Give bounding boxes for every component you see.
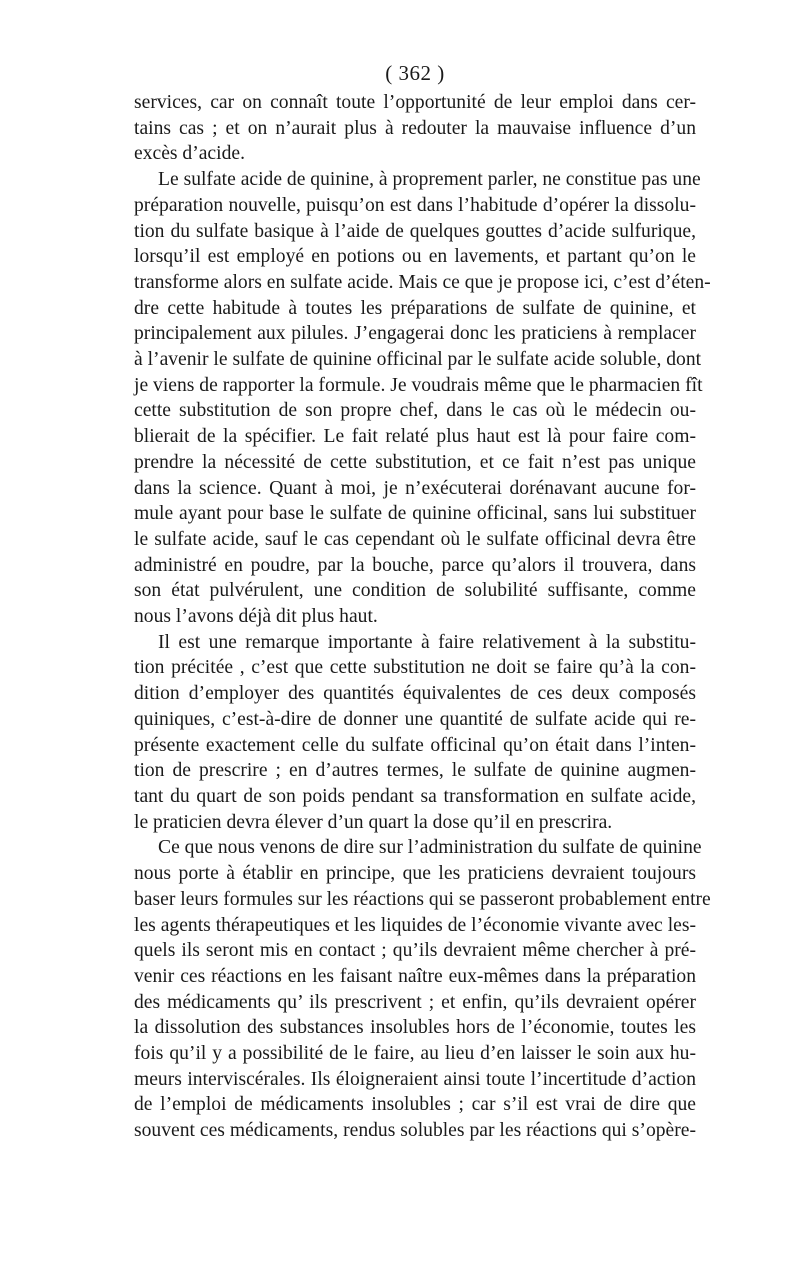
text-line: je viens de rapporter la formule. Je voudrais même que le pharmacien fît [134,374,703,396]
text-line: le sulfate acide, sauf le cas cependant où le sulfate officinal devra être [134,528,696,550]
text-line: la dissolution des substances insolubles hors de l’économie, toutes les [134,1017,696,1039]
text-line: excès d’acide. [134,143,245,165]
text-line: Il est une remarque importante à faire relativement à la substitu- [158,631,696,653]
text-line: souvent ces médicaments, rendus solubles par les réactions qui s’opère- [134,1120,696,1142]
text-line: tion du sulfate basique à l’aide de quelques gouttes d’acide sulfurique, [134,220,696,242]
text-line: dre cette habitude à toutes les préparations de sulfate de quinine, et [134,297,696,319]
text-line: tains cas ; et on n’aurait plus à redouter la mauvaise influence d’un [134,117,696,139]
text-line: transforme alors en sulfate acide. Mais ce que je propose ici, c’est d’éten- [134,271,711,293]
text-line: fois qu’il y a possibilité de le faire, au lieu d’en laisser le soin aux hu- [134,1043,696,1065]
text-line: nous porte à établir en principe, que les praticiens devraient toujours [134,863,696,885]
text-line: administré en poudre, par la bouche, parce qu’alors il trouvera, dans [134,554,696,576]
text-line: son état pulvérulent, une condition de solubilité suffisante, comme [134,580,696,602]
text-line: blierait de la spécifier. Le fait relaté plus haut est là pour faire com- [134,426,696,448]
text-line: les agents thérapeutiques et les liquides de l’économie vivante avec les- [134,914,696,936]
text-line: principalement aux pilules. J’engagerai donc les praticiens à remplacer [134,323,696,345]
text-line: services, car on connaît toute l’opportunité de leur emploi dans cer- [134,92,696,113]
text-line: le praticien devra élever d’un quart la dose qu’il en prescrira. [134,811,613,833]
text-line: à l’avenir le sulfate de quinine officinal par le sulfate acide soluble, dont [134,349,702,371]
text-line: mule ayant pour base le sulfate de quinine officinal, sans lui substituer [134,503,696,525]
text-line: tant du quart de son poids pendant sa transformation en sulfate acide, [134,785,696,807]
text-line: prendre la nécessité de cette substitution, et ce fait n’est pas unique [134,451,696,473]
text-line: tion précitée , c’est que cette substitution ne doit se faire qu’à la con- [134,657,696,679]
text-line: préparation nouvelle, puisqu’on est dans l’habitude d’opérer la dissolu- [134,194,696,216]
page-number: ( 362 ) [385,61,445,85]
text-line: baser leurs formules sur les réactions qui se passeront probablement entre [134,888,711,910]
text-line: présente exactement celle du sulfate officinal qu’on était dans l’inten- [134,734,696,756]
body-text [134,90,711,1144]
text-line: venir ces réactions en les faisant naître eux-mêmes dans la préparation [134,965,696,987]
paragraph [134,835,711,1143]
text-line: quiniques, c’est-à-dire de donner une quantité de sulfate acide qui re- [134,708,696,730]
text-line: nous l’avons déjà dit plus haut. [134,606,378,628]
book-page [134,58,711,1144]
text-line: lorsqu’il est employé en potions ou en lavements, et partant qu’on le [134,246,696,268]
text-line: Ce que nous venons de dire sur l’administration du sulfate de quinine [158,837,702,859]
paragraph [134,630,696,836]
text-line: dition d’employer des quantités équivalentes de ces deux composés [134,683,696,705]
text-line: meurs interviscérales. Ils éloigneraient ainsi toute l’incertitude d’action [134,1068,696,1090]
text-line: Le sulfate acide de quinine, à proprement parler, ne constitue pas une [158,169,701,191]
paragraph [134,90,696,167]
text-line: des médicaments qu’ ils prescrivent ; et enfin, qu’ils devraient opérer [134,991,696,1013]
paragraph [134,167,711,630]
text-line: cette substitution de son propre chef, dans le cas où le médecin ou- [134,400,696,422]
text-line: dans la science. Quant à moi, je n’exécuterai dorénavant aucune for- [134,477,696,499]
text-line: de l’emploi de médicaments insolubles ; car s’il est vrai de dire que [134,1094,696,1116]
text-line: quels ils seront mis en contact ; qu’ils devraient même chercher à pré- [134,940,696,962]
text-line: tion de prescrire ; en d’autres termes, le sulfate de quinine augmen- [134,760,696,782]
